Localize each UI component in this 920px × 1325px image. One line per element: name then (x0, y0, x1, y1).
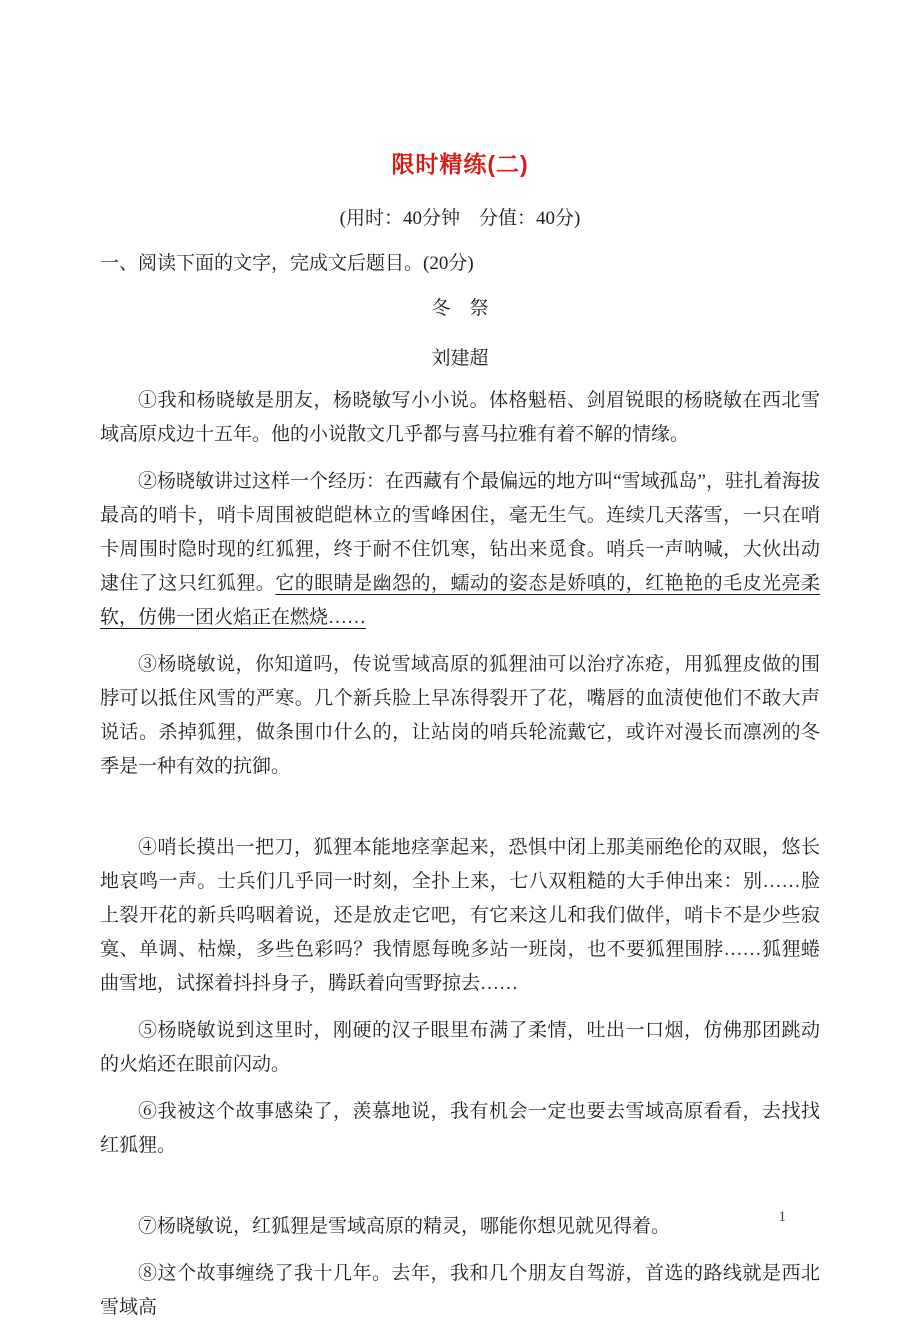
exam-time-score: (用时：40分钟 分值：40分) (339, 208, 581, 229)
article-paragraph (100, 465, 820, 635)
paragraph-text: ⑤杨晓敏说到这里时，刚硬的汉子眼里布满了柔情，吐出一口烟，仿佛那团跳动的火焰还在眼前闪动。 (100, 1020, 820, 1075)
paragraph-text: ⑥我被这个故事感染了，羡慕地说，我有机会一定也要去雪域高原看看，去找找红狐狸。 (100, 1101, 820, 1156)
paragraph-text: ③杨晓敏说，你知道吗，传说雪域高原的狐狸油可以治疗冻疮，用狐狸皮做的围脖可以抵住风雪的严寒。几个新兵脸上早冻得裂开了花，嘴唇的血渍使他们不敢大声说话。杀掉狐狸，做条围巾什么的，让站岗的哨兵轮流戴它，或许对漫长而凛冽的冬季是一种有效的抗御。 (100, 654, 820, 777)
paragraph-text: ②杨晓敏讲过这样一个经历：在西藏有个最偏远的地方叫“雪域孤岛”，驻扎着海拔最高的哨卡，哨卡周围被皑皑林立的雪峰困住，毫无生气。连续几天落雪，一只在哨卡周围时隐时现的红狐狸，终于耐不住饥寒，钻出来觅食。哨兵一声呐喊，大伙出动逮住了这只红狐狸。 (100, 471, 820, 594)
content-column (100, 149, 820, 1325)
article-title: 冬 祭 (431, 298, 489, 319)
article-paragraph (100, 648, 820, 784)
section-heading: 一、阅读下面的文字，完成文后题目。(20分) (100, 253, 474, 274)
article-paragraph (100, 1210, 820, 1244)
page-title: 限时精练(二) (391, 151, 529, 177)
article-paragraph (100, 1095, 820, 1163)
article-paragraph (100, 831, 820, 1001)
underlined-passage: 它的眼睛是幽怨的，蠕动的姿态是娇嗔的，红艳艳的毛皮光亮柔软，仿佛一团火焰正在燃烧…… (100, 573, 820, 628)
paragraph-text: ⑧这个故事缠绕了我十几年。去年，我和几个朋友自驾游，首选的路线就是西北雪域高 (100, 1263, 820, 1318)
article-paragraph (100, 384, 820, 452)
article-paragraph (100, 1014, 820, 1082)
article-paragraph (100, 1257, 820, 1325)
paragraph-text: ①我和杨晓敏是朋友，杨晓敏写小小说。体格魁梧、剑眉锐眼的杨晓敏在西北雪域高原戍边十五年。他的小说散文几乎都与喜马拉雅有着不解的情缘。 (100, 390, 820, 445)
page-number: 1 (778, 1209, 786, 1225)
article-body (100, 384, 820, 1325)
paragraph-text: ⑦杨晓敏说，红狐狸是雪域高原的精灵，哪能你想见就见得着。 (138, 1216, 671, 1237)
article-author: 刘建超 (431, 348, 489, 369)
paragraph-text: ④哨长摸出一把刀，狐狸本能地痉挛起来，恐惧中闭上那美丽绝伦的双眼，悠长地哀鸣一声。士兵们几乎同一时刻，全扑上来，七八双粗糙的大手伸出来：别……脸上裂开花的新兵呜咽着说，还是放走它吧，有它来这儿和我们做伴，哨卡不是少些寂寞、单调、枯燥，多些色彩吗？我情愿每晚多站一班岗，也不要狐狸围脖……狐狸蜷曲雪地，试探着抖抖身子，腾跃着向雪野掠去…… (100, 837, 820, 994)
